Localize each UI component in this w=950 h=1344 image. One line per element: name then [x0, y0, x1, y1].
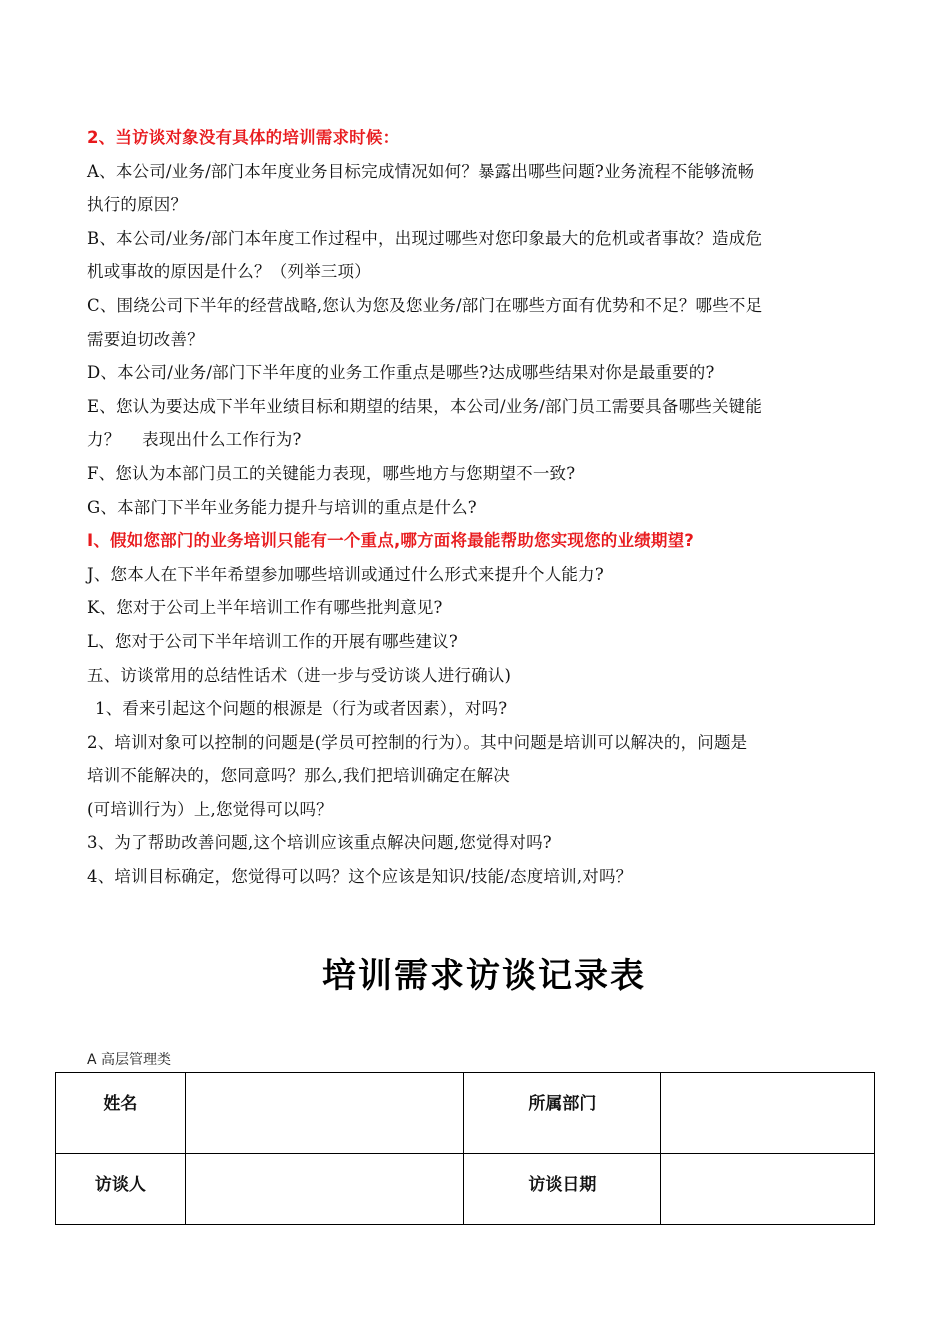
interviewer-field[interactable] [185, 1154, 464, 1225]
doc-line-15: L、您对于公司下半年培训工作的开展有哪些建议? [87, 631, 458, 651]
doc-line-9: 力？ 表现出什么工作行为? [87, 430, 302, 450]
interview-date-label: 访谈日期 [464, 1154, 661, 1225]
doc-line-8: E、您认为要达成下半年业绩目标和期望的结果，本公司/业务/部门员工需要具备哪些关键能 [87, 396, 763, 416]
doc-line-17: 1、看来引起这个问题的根源是（行为或者因素），对吗? [95, 699, 508, 719]
department-label: 所属部门 [464, 1073, 661, 1154]
department-field[interactable] [661, 1073, 875, 1154]
doc-line-3: B、本公司/业务/部门本年度工作过程中，出现过哪些对您印象最大的危机或者事故？造成危 [87, 228, 763, 248]
interview-date-field[interactable] [661, 1154, 875, 1225]
doc-line-6: 需要迫切改善？ [87, 329, 204, 349]
name-label: 姓名 [56, 1073, 186, 1154]
doc-line-12: I、假如您部门的业务培训只能有一个重点,哪方面将最能帮助您实现您的业绩期望? [87, 531, 695, 551]
doc-line-20: (可培训行为）上,您觉得可以吗？ [87, 799, 333, 819]
document-body [87, 121, 877, 894]
doc-line-21: 3、为了帮助改善问题,这个培训应该重点解决问题,您觉得对吗? [87, 833, 552, 853]
doc-line-7: D、本公司/业务/部门下半年度的业务工作重点是哪些?达成哪些结果对你是最重要的? [87, 363, 715, 383]
doc-line-10: F、您认为本部门员工的关键能力表现，哪些地方与您期望不一致? [87, 463, 576, 483]
interview-record-table [55, 1072, 875, 1225]
doc-line-13: J、您本人在下半年希望参加哪些培训或通过什么形式来提升个人能力? [87, 564, 604, 584]
doc-line-0: 2、当访谈对象没有具体的培训需求时候： [87, 128, 400, 147]
interviewer-label: 访谈人 [56, 1154, 186, 1225]
doc-line-4: 机或事故的原因是什么？（列举三项） [87, 262, 371, 282]
table-row [56, 1154, 875, 1225]
doc-line-16: 五、访谈常用的总结性话术（进一步与受访谈人进行确认) [87, 665, 512, 685]
name-field[interactable] [185, 1073, 464, 1154]
doc-line-11: G、本部门下半年业务能力提升与培训的重点是什么? [87, 497, 477, 517]
doc-line-2: 执行的原因？ [87, 195, 188, 215]
record-table-title: 培训需求访谈记录表 [322, 956, 646, 996]
doc-line-18: 2、培训对象可以控制的问题是(学员可控制的行为）。其中问题是培训可以解决的，问题是 [87, 732, 748, 752]
table-row [56, 1073, 875, 1154]
doc-line-22: 4、培训目标确定，您觉得可以吗？这个应该是知识/技能/态度培训,对吗？ [87, 867, 633, 887]
doc-line-5: C、围绕公司下半年的经营战略,您认为您及您业务/部门在哪些方面有优势和不足？哪些不足 [87, 295, 763, 315]
doc-line-14: K、您对于公司上半年培训工作有哪些批判意见? [87, 598, 443, 618]
category-label: A 高层管理类 [87, 1052, 172, 1068]
doc-line-1: A、本公司/业务/部门本年度业务目标完成情况如何？暴露出哪些问题?业务流程不能够流畅 [87, 161, 755, 181]
doc-line-19: 培训不能解决的，您同意吗？那么,我们把培训确定在解决 [87, 766, 510, 786]
